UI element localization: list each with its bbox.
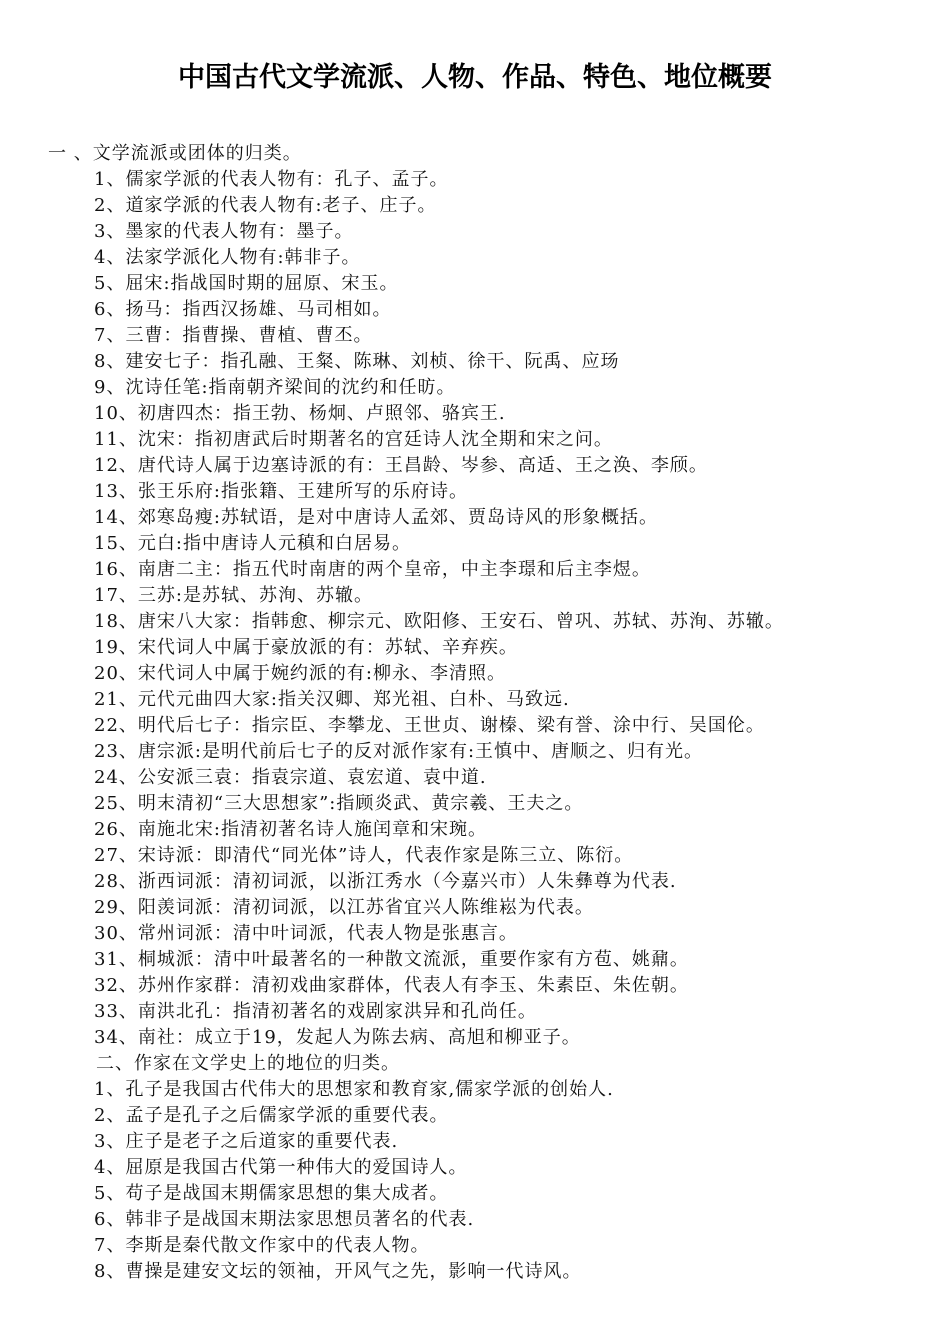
item-text: 唐宗派:是明代前后七子的反对派作家有:王慎中、唐顺之、归有光。 (137, 741, 704, 762)
item-text: 曹操是建安文坛的领袖，开风气之先，影响一代诗风。 (125, 1261, 582, 1282)
item-number: 26、 (94, 819, 138, 840)
list-item (48, 375, 910, 401)
item-number: 24、 (94, 767, 138, 788)
item-number: 11、 (94, 429, 138, 450)
item-number: 15、 (94, 533, 138, 554)
list-item (48, 609, 910, 635)
list-item (48, 947, 910, 973)
item-text: 南施北宋:指清初著名诗人施闰章和宋琬。 (137, 819, 487, 840)
item-text: 宋代词人中属于婉约派的有:柳永、李清照。 (137, 663, 506, 684)
list-item (48, 1207, 910, 1233)
list-item (48, 843, 910, 869)
item-number: 9、 (94, 377, 126, 398)
list-item (48, 1181, 910, 1207)
item-text: 沈宋：指初唐武后时期著名的宫廷诗人沈全期和宋之问。 (137, 429, 613, 450)
item-text: 元代元曲四大家:指关汉卿、郑光祖、白朴、马致远. (137, 689, 570, 710)
item-text: 桐城派：清中叶最著名的一种散文流派，重要作家有方苞、姚鼐。 (137, 949, 689, 970)
list-item (48, 271, 910, 297)
item-text: 韩非子是战国末期法家思想员著名的代表. (125, 1209, 475, 1230)
section-1-list (48, 167, 910, 1051)
item-text: 浙西词派：清初词派，以浙江秀水（今嘉兴市）人朱彝尊为代表. (137, 871, 677, 892)
item-number: 5、 (94, 273, 126, 294)
item-text: 三曹：指曹操、曹植、曹丕。 (125, 325, 373, 346)
page-title: 中国古代文学流派、人物、作品、特色、地位概要 (178, 62, 772, 93)
item-text: 墨家的代表人物有：墨子。 (125, 221, 354, 242)
list-item (48, 973, 910, 999)
item-text: 苏州作家群：清初戏曲家群体，代表人有李玉、朱素臣、朱佐朝。 (137, 975, 689, 996)
item-number: 19、 (94, 637, 138, 658)
document-body (48, 141, 910, 1285)
list-item (48, 739, 910, 765)
item-number: 5、 (94, 1183, 126, 1204)
item-number: 1、 (94, 169, 126, 190)
item-number: 28、 (94, 871, 138, 892)
item-number: 32、 (94, 975, 138, 996)
item-text: 张王乐府:指张籍、王建所写的乐府诗。 (137, 481, 468, 502)
item-number: 16、 (94, 559, 138, 580)
item-number: 22、 (94, 715, 138, 736)
item-text: 唐宋八大家：指韩愈、柳宗元、欧阳修、王安石、曾巩、苏轼、苏洵、苏辙。 (137, 611, 784, 632)
list-item (48, 921, 910, 947)
list-item (48, 1025, 910, 1051)
item-text: 宋代词人中属于豪放派的有：苏轼、辛弃疾。 (137, 637, 518, 658)
list-item (48, 349, 910, 375)
item-text: 三苏:是苏轼、苏洵、苏辙。 (137, 585, 373, 606)
item-number: 3、 (94, 1131, 126, 1152)
item-text: 明末清初“三大思想家”:指顾炎武、黄宗羲、王夫之。 (137, 793, 584, 814)
item-number: 29、 (94, 897, 138, 918)
list-item (48, 505, 910, 531)
list-item (48, 531, 910, 557)
list-item (48, 687, 910, 713)
list-item (48, 427, 910, 453)
section-2-heading: 二、作家在文学史上的地位的归类。 (96, 1053, 400, 1074)
item-number: 33、 (94, 1001, 138, 1022)
list-item (48, 453, 910, 479)
item-text: 道家学派的代表人物有:老子、庄子。 (125, 195, 437, 216)
list-item (48, 479, 910, 505)
list-item (48, 219, 910, 245)
item-number: 2、 (94, 1105, 126, 1126)
list-item (48, 1103, 910, 1129)
list-item (48, 1259, 910, 1285)
item-text: 元白:指中唐诗人元稹和白居易。 (137, 533, 411, 554)
item-text: 南唐二主：指五代时南唐的两个皇帝，中主李璟和后主李煜。 (137, 559, 651, 580)
item-number: 14、 (94, 507, 138, 528)
list-item (48, 1129, 910, 1155)
item-number: 6、 (94, 299, 126, 320)
item-text: 苟子是战国末期儒家思想的集大成者。 (125, 1183, 449, 1204)
list-item (48, 245, 910, 271)
item-text: 南社：成立于19，发起人为陈去病、高旭和柳亚子。 (137, 1027, 581, 1048)
item-number: 17、 (94, 585, 138, 606)
item-number: 21、 (94, 689, 138, 710)
list-item (48, 713, 910, 739)
item-number: 10、 (94, 403, 138, 424)
item-text: 明代后七子：指宗臣、李攀龙、王世贞、谢榛、梁有誉、涂中行、吴国伦。 (137, 715, 765, 736)
item-text: 宋诗派：即清代“同光体”诗人，代表作家是陈三立、陈衍。 (137, 845, 634, 866)
item-text: 公安派三袁：指袁宗道、袁宏道、袁中道. (137, 767, 487, 788)
item-text: 孔子是我国古代伟大的思想家和教育家,儒家学派的创始人. (125, 1079, 614, 1100)
list-item (48, 557, 910, 583)
item-number: 4、 (94, 247, 126, 268)
item-number: 6、 (94, 1209, 126, 1230)
item-text: 初唐四杰：指王勃、杨炯、卢照邻、骆宾王. (137, 403, 506, 424)
list-item (48, 583, 910, 609)
item-number: 18、 (94, 611, 138, 632)
list-item (48, 817, 910, 843)
item-text: 屈宋:指战国时期的屈原、宋玉。 (125, 273, 399, 294)
item-number: 7、 (94, 325, 126, 346)
list-item (48, 401, 910, 427)
section-1-heading: 一 、文学流派或团体的归类。 (48, 143, 302, 164)
item-number: 8、 (94, 1261, 126, 1282)
item-text: 建安七子：指孔融、王粲、陈琳、刘桢、徐干、阮禹、应玚 (125, 351, 620, 372)
item-number: 34、 (94, 1027, 138, 1048)
item-number: 31、 (94, 949, 138, 970)
item-number: 2、 (94, 195, 126, 216)
item-text: 阳羡词派：清初词派，以江苏省宜兴人陈维崧为代表。 (137, 897, 594, 918)
item-number: 12、 (94, 455, 138, 476)
item-number: 4、 (94, 1157, 126, 1178)
item-number: 8、 (94, 351, 126, 372)
list-item (48, 1077, 910, 1103)
list-item (48, 999, 910, 1025)
item-text: 孟子是孔子之后儒家学派的重要代表。 (125, 1105, 449, 1126)
item-text: 庄子是老子之后道家的重要代表. (125, 1131, 399, 1152)
section-2-list (48, 1077, 910, 1285)
list-item (48, 167, 910, 193)
list-item (48, 635, 910, 661)
item-number: 30、 (94, 923, 138, 944)
list-item (48, 1233, 910, 1259)
item-text: 常州词派：清中叶词派，代表人物是张惠言。 (137, 923, 518, 944)
item-text: 唐代诗人属于边塞诗派的有：王昌龄、岑参、高适、王之涣、李颀。 (137, 455, 708, 476)
list-item (48, 193, 910, 219)
list-item (48, 791, 910, 817)
item-text: 屈原是我国古代第一种伟大的爱国诗人。 (125, 1157, 468, 1178)
item-number: 13、 (94, 481, 138, 502)
list-item (48, 323, 910, 349)
item-number: 7、 (94, 1235, 126, 1256)
list-item (48, 1155, 910, 1181)
item-text: 李斯是秦代散文作家中的代表人物。 (125, 1235, 430, 1256)
item-number: 23、 (94, 741, 138, 762)
item-text: 沈诗任笔:指南朝齐梁间的沈约和任昉。 (125, 377, 456, 398)
item-text: 扬马：指西汉扬雄、马司相如。 (125, 299, 392, 320)
list-item (48, 297, 910, 323)
list-item (48, 869, 910, 895)
item-text: 南洪北孔：指清初著名的戏剧家洪异和孔尚任。 (137, 1001, 537, 1022)
item-number: 3、 (94, 221, 126, 242)
item-number: 20、 (94, 663, 138, 684)
item-text: 郊寒岛瘦:苏轼语，是对中唐诗人孟郊、贾岛诗风的形象概括。 (137, 507, 658, 528)
list-item (48, 765, 910, 791)
item-number: 27、 (94, 845, 138, 866)
list-item (48, 661, 910, 687)
list-item (48, 895, 910, 921)
item-number: 25、 (94, 793, 138, 814)
item-text: 法家学派化人物有:韩非子。 (125, 247, 361, 268)
item-number: 1、 (94, 1079, 126, 1100)
item-text: 儒家学派的代表人物有：孔子、孟子。 (125, 169, 449, 190)
